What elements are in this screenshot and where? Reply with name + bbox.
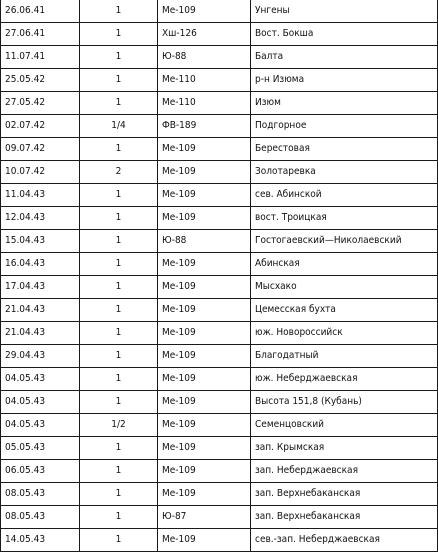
date-cell: 12.04.43	[1, 207, 80, 230]
aircraft-type-cell: Ме-109	[158, 0, 251, 23]
aircraft-type-cell: Ме-109	[158, 299, 251, 322]
aircraft-type-cell: Ме-109	[158, 138, 251, 161]
date-cell: 27.05.42	[1, 92, 80, 115]
aircraft-type-cell: Ме-109	[158, 276, 251, 299]
table-row	[1, 207, 438, 230]
table-row	[1, 299, 438, 322]
location-cell: Семенцовский	[251, 414, 438, 437]
count-cell: 1	[80, 230, 158, 253]
table-row	[1, 414, 438, 437]
date-cell: 02.07.42	[1, 115, 80, 138]
location-cell: сев. Абинской	[251, 184, 438, 207]
count-cell: 1	[80, 299, 158, 322]
aircraft-type-cell: Ме-109	[158, 184, 251, 207]
table-row	[1, 92, 438, 115]
count-cell: 1	[80, 253, 158, 276]
table-row	[1, 276, 438, 299]
table-row	[1, 184, 438, 207]
location-cell: Гостогаевский—Николаевский	[251, 230, 438, 253]
location-cell: Благодатный	[251, 345, 438, 368]
table-row	[1, 46, 438, 69]
aircraft-type-cell: Ме-109	[158, 437, 251, 460]
aircraft-type-cell: Ме-109	[158, 483, 251, 506]
count-cell: 1	[80, 437, 158, 460]
location-cell: р-н Изюма	[251, 69, 438, 92]
location-cell: зап. Крымская	[251, 437, 438, 460]
count-cell: 1	[80, 345, 158, 368]
location-cell: зап. Неберджаевская	[251, 460, 438, 483]
date-cell: 26.06.41	[1, 0, 80, 23]
count-cell: 1	[80, 138, 158, 161]
table-row	[1, 345, 438, 368]
count-cell: 1/2	[80, 414, 158, 437]
date-cell: 14.05.43	[1, 529, 80, 552]
table-row	[1, 437, 438, 460]
location-cell: зап. Верхнебаканская	[251, 483, 438, 506]
date-cell: 27.06.41	[1, 23, 80, 46]
date-cell: 04.05.43	[1, 391, 80, 414]
table-row	[1, 322, 438, 345]
aircraft-type-cell: Ю-87	[158, 506, 251, 529]
table-row	[1, 368, 438, 391]
location-cell: Мысхако	[251, 276, 438, 299]
aircraft-type-cell: ФВ-189	[158, 115, 251, 138]
count-cell: 1	[80, 276, 158, 299]
aircraft-type-cell: Ме-109	[158, 414, 251, 437]
table-row	[1, 483, 438, 506]
date-cell: 25.05.42	[1, 69, 80, 92]
location-cell: Берестовая	[251, 138, 438, 161]
aircraft-type-cell: Ме-109	[158, 345, 251, 368]
date-cell: 10.07.42	[1, 161, 80, 184]
aircraft-type-cell: Ме-109	[158, 529, 251, 552]
table-row	[1, 115, 438, 138]
victories-table-body	[1, 0, 438, 552]
table-row	[1, 529, 438, 552]
location-cell: Вост. Бокша	[251, 23, 438, 46]
aircraft-type-cell: Ме-109	[158, 253, 251, 276]
count-cell: 2	[80, 161, 158, 184]
location-cell: Изюм	[251, 92, 438, 115]
location-cell: Абинская	[251, 253, 438, 276]
count-cell: 1	[80, 23, 158, 46]
date-cell: 11.04.43	[1, 184, 80, 207]
table-row	[1, 161, 438, 184]
location-cell: Золотаревка	[251, 161, 438, 184]
location-cell: юж. Новороссийск	[251, 322, 438, 345]
location-cell: зап. Верхнебаканская	[251, 506, 438, 529]
count-cell: 1	[80, 506, 158, 529]
date-cell: 05.05.43	[1, 437, 80, 460]
count-cell: 1	[80, 460, 158, 483]
date-cell: 16.04.43	[1, 253, 80, 276]
location-cell: Цемесская бухта	[251, 299, 438, 322]
count-cell: 1	[80, 0, 158, 23]
aircraft-type-cell: Ме-110	[158, 92, 251, 115]
date-cell: 06.05.43	[1, 460, 80, 483]
table-row	[1, 69, 438, 92]
count-cell: 1	[80, 322, 158, 345]
aircraft-type-cell: Ме-109	[158, 368, 251, 391]
aircraft-type-cell: Хш-126	[158, 23, 251, 46]
count-cell: 1	[80, 92, 158, 115]
location-cell: сев.-зап. Неберджаевская	[251, 529, 438, 552]
date-cell: 21.04.43	[1, 322, 80, 345]
aircraft-type-cell: Ме-109	[158, 460, 251, 483]
date-cell: 04.05.43	[1, 368, 80, 391]
count-cell: 1	[80, 69, 158, 92]
count-cell: 1	[80, 391, 158, 414]
table-row	[1, 138, 438, 161]
aircraft-type-cell: Ме-110	[158, 69, 251, 92]
count-cell: 1	[80, 184, 158, 207]
table-row	[1, 23, 438, 46]
count-cell: 1	[80, 529, 158, 552]
aircraft-type-cell: Ме-109	[158, 391, 251, 414]
aircraft-type-cell: Ю-88	[158, 230, 251, 253]
count-cell: 1	[80, 368, 158, 391]
count-cell: 1	[80, 207, 158, 230]
count-cell: 1/4	[80, 115, 158, 138]
date-cell: 04.05.43	[1, 414, 80, 437]
table-row	[1, 230, 438, 253]
date-cell: 08.05.43	[1, 506, 80, 529]
location-cell: юж. Неберджаевская	[251, 368, 438, 391]
date-cell: 21.04.43	[1, 299, 80, 322]
location-cell: вост. Троицкая	[251, 207, 438, 230]
table-row	[1, 253, 438, 276]
table-row	[1, 460, 438, 483]
aircraft-type-cell: Ю-88	[158, 46, 251, 69]
date-cell: 15.04.43	[1, 230, 80, 253]
table-row	[1, 391, 438, 414]
location-cell: Высота 151,8 (Кубань)	[251, 391, 438, 414]
count-cell: 1	[80, 46, 158, 69]
date-cell: 08.05.43	[1, 483, 80, 506]
table-row	[1, 506, 438, 529]
location-cell: Унгены	[251, 0, 438, 23]
date-cell: 29.04.43	[1, 345, 80, 368]
location-cell: Балта	[251, 46, 438, 69]
date-cell: 09.07.42	[1, 138, 80, 161]
table-row	[1, 0, 438, 23]
aircraft-type-cell: Ме-109	[158, 322, 251, 345]
location-cell: Подгорное	[251, 115, 438, 138]
date-cell: 11.07.41	[1, 46, 80, 69]
aircraft-type-cell: Ме-109	[158, 207, 251, 230]
date-cell: 17.04.43	[1, 276, 80, 299]
aircraft-type-cell: Ме-109	[158, 161, 251, 184]
count-cell: 1	[80, 483, 158, 506]
